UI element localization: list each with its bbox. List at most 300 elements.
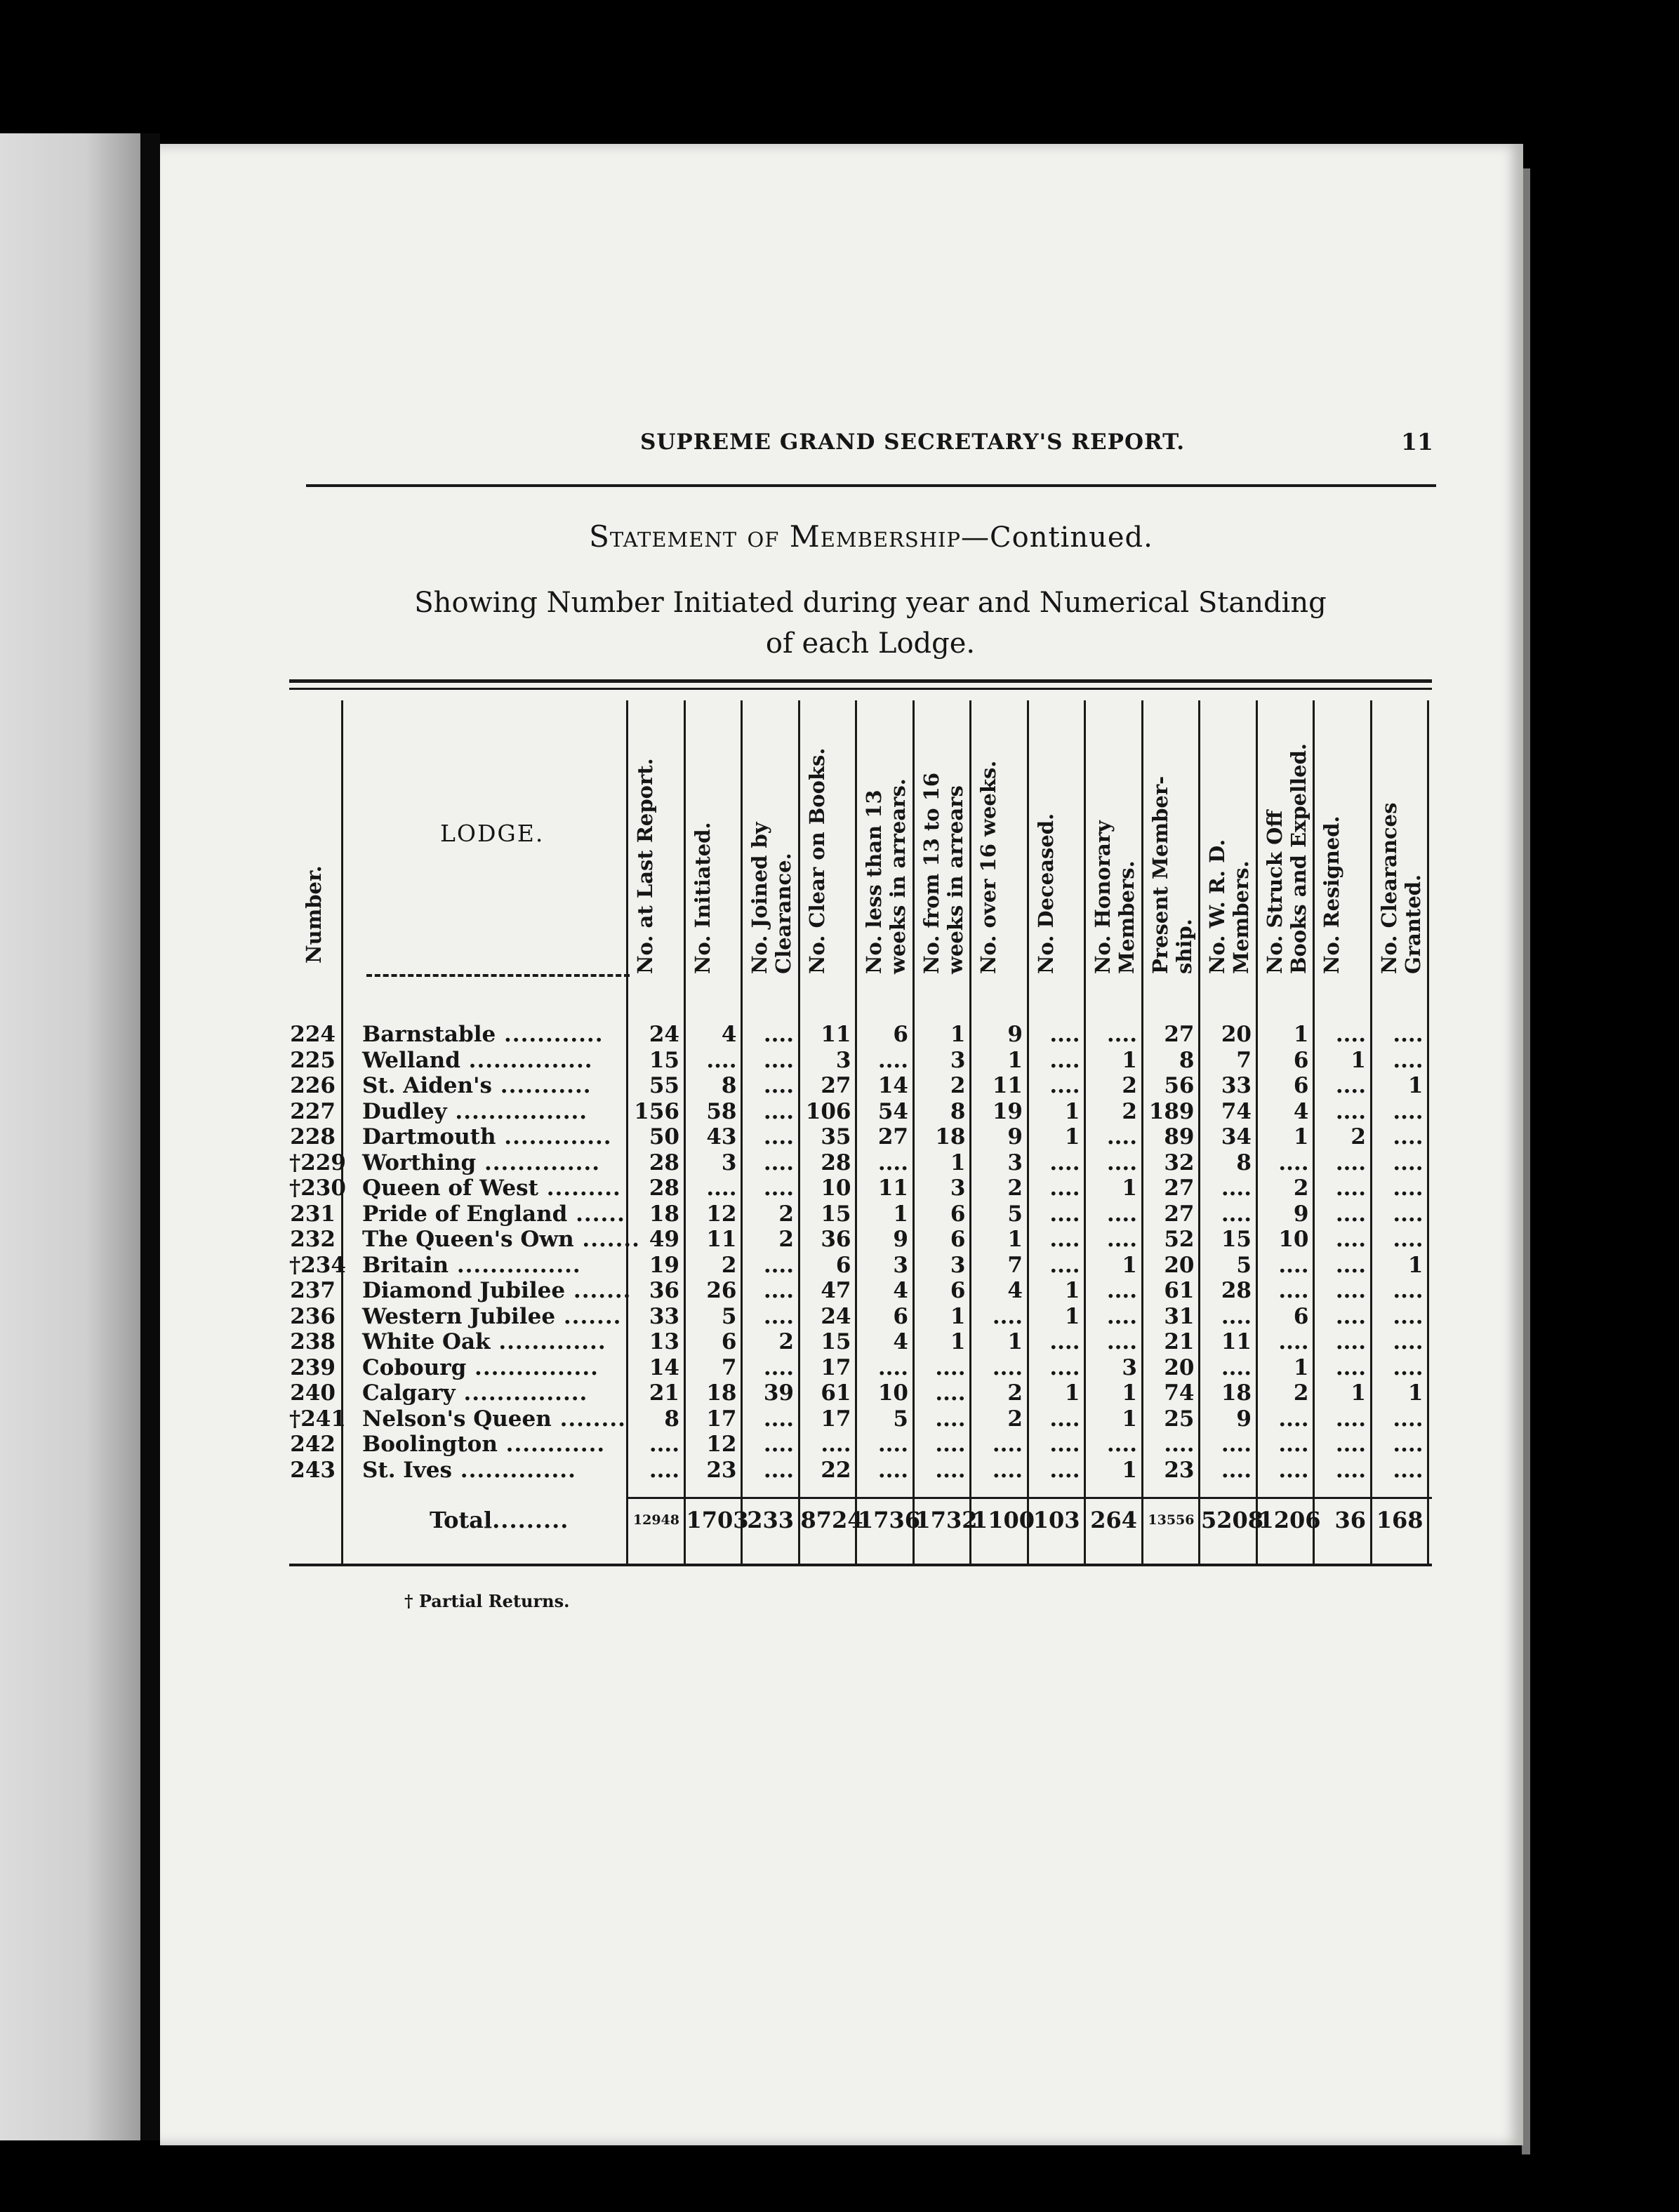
table-cell: 36 <box>649 1278 679 1303</box>
table-cell: .... <box>1221 1201 1252 1227</box>
table-cell: 9 <box>1007 1124 1023 1150</box>
table-cell: 4 <box>893 1278 908 1303</box>
table-cell: 1 <box>950 1022 966 1047</box>
table-cell: .... <box>1335 1201 1366 1227</box>
total-cell: 1206 <box>1258 1507 1321 1533</box>
table-bottom-rule <box>289 1564 1432 1566</box>
table-cell: 1 <box>1293 1124 1309 1150</box>
table-cell: 9 <box>893 1227 908 1252</box>
table-row <box>289 1458 1432 1483</box>
table-cell: .... <box>1393 1278 1424 1303</box>
table-cell: 8 <box>1236 1150 1252 1175</box>
table-cell: 15 <box>821 1329 851 1354</box>
table-cell: .... <box>1393 1150 1424 1175</box>
table-cell: .... <box>1393 1303 1424 1329</box>
lodge-number: 226 <box>290 1073 336 1098</box>
table-row <box>289 1201 1432 1227</box>
table-row <box>289 1355 1432 1380</box>
table-cell: .... <box>1335 1406 1366 1432</box>
table-cell: .... <box>763 1406 794 1432</box>
table-cell: 1 <box>1350 1380 1366 1406</box>
table-cell: 4 <box>721 1022 737 1047</box>
table-cell: 3 <box>950 1252 966 1278</box>
table-cell: .... <box>1278 1252 1309 1278</box>
table-cell: 1 <box>1064 1278 1080 1303</box>
table-cell: .... <box>1335 1227 1366 1252</box>
header-rule <box>306 484 1436 487</box>
table-cell: .... <box>1106 1150 1137 1175</box>
lodge-name: Worthing .............. <box>362 1150 601 1175</box>
subheading-line-2: of each Lodge. <box>765 627 976 660</box>
table-cell: .... <box>1393 1227 1424 1252</box>
table-cell: .... <box>763 1278 794 1303</box>
table-row <box>289 1329 1432 1354</box>
table-cell: 33 <box>1221 1073 1252 1098</box>
table-cell: .... <box>1106 1278 1137 1303</box>
table-cell: 55 <box>649 1073 679 1098</box>
lodge-number: †229 <box>289 1150 346 1175</box>
table-cell: 21 <box>1164 1329 1195 1354</box>
table-row <box>289 1175 1432 1201</box>
table-cell: 58 <box>706 1098 737 1124</box>
total-cell: 5208 <box>1201 1507 1264 1533</box>
table-cell: 11 <box>821 1022 851 1047</box>
total-cell: 233 <box>747 1507 794 1533</box>
table-cell: .... <box>1221 1354 1252 1380</box>
table-cell: 32 <box>1164 1150 1195 1175</box>
lodge-name: Dartmouth ............. <box>362 1124 612 1150</box>
lodge-number: 227 <box>290 1098 336 1124</box>
table-cell: 3 <box>950 1175 966 1201</box>
table-cell: 27 <box>1164 1022 1195 1047</box>
table-cell: 10 <box>1278 1227 1309 1252</box>
table-cell: 5 <box>1007 1201 1023 1227</box>
table-row <box>289 1304 1432 1329</box>
table-cell: .... <box>649 1432 679 1457</box>
column-header-lodge: LODGE. <box>440 820 545 847</box>
column-header: No. from 13 to 16 weeks in arrears <box>919 772 967 974</box>
total-cell: 36 <box>1334 1507 1366 1533</box>
table-cell: .... <box>1106 1227 1137 1252</box>
table-cell: 34 <box>1221 1124 1252 1150</box>
table-cell: 2 <box>1293 1380 1309 1406</box>
table-cell: .... <box>877 1354 908 1380</box>
table-cell: .... <box>1335 1354 1366 1380</box>
table-cell: .... <box>992 1432 1023 1457</box>
total-label: Total......... <box>430 1507 569 1533</box>
table-cell: 1 <box>950 1329 966 1354</box>
table-cell: 43 <box>706 1124 737 1150</box>
table-cell: .... <box>1393 1098 1424 1124</box>
table-cell: .... <box>935 1406 966 1432</box>
table-row <box>289 1099 1432 1124</box>
lodge-number: †241 <box>289 1406 346 1432</box>
table-cell: .... <box>1278 1329 1309 1354</box>
table-cell: .... <box>1393 1022 1424 1047</box>
table-cell: 27 <box>1164 1201 1195 1227</box>
table-cell: 1 <box>1122 1380 1137 1406</box>
lodge-number: 232 <box>290 1227 336 1252</box>
table-cell: 2 <box>778 1201 794 1227</box>
table-cell: 1 <box>1064 1303 1080 1329</box>
lodge-name: Cobourg ............... <box>362 1354 599 1380</box>
table-cell: 12 <box>706 1201 737 1227</box>
table-cell: .... <box>1393 1406 1424 1432</box>
total-cell: 13556 <box>1148 1512 1195 1528</box>
lodge-number: 225 <box>290 1047 336 1073</box>
table-cell: 18 <box>1221 1380 1252 1406</box>
table-cell: 1 <box>1407 1252 1424 1278</box>
page-number: 11 <box>1401 428 1433 455</box>
table-cell: 8 <box>1179 1047 1195 1073</box>
total-row <box>289 1507 1432 1533</box>
table-cell: 11 <box>1221 1329 1252 1354</box>
table-cell: 23 <box>1164 1457 1195 1483</box>
table-cell: .... <box>1221 1175 1252 1201</box>
table-cell: 74 <box>1164 1380 1195 1406</box>
table-cell: 2 <box>1122 1098 1137 1124</box>
table-cell: 5 <box>893 1406 908 1432</box>
table-cell: 11 <box>877 1175 908 1201</box>
table-cell: 4 <box>893 1329 908 1354</box>
table-cell: 31 <box>1164 1303 1195 1329</box>
table-row <box>289 1227 1432 1252</box>
table-cell: 1 <box>1064 1098 1080 1124</box>
running-header-title: SUPREME GRAND SECRETARY'S REPORT. <box>639 429 1186 455</box>
table-cell: 1 <box>1122 1047 1137 1073</box>
table-cell: .... <box>992 1457 1023 1483</box>
lodge-name: Queen of West ......... <box>362 1175 621 1201</box>
table-cell: 14 <box>649 1354 679 1380</box>
table-cell: 27 <box>877 1124 908 1150</box>
table-cell: .... <box>1393 1329 1424 1354</box>
table-cell: .... <box>1106 1432 1137 1457</box>
total-cell: 1732 <box>915 1507 978 1533</box>
table-cell: 15 <box>649 1047 679 1073</box>
table-cell: 1 <box>1407 1380 1424 1406</box>
table-cell: 3 <box>721 1150 737 1175</box>
table-cell: 24 <box>821 1303 851 1329</box>
lodge-name: St. Ives .............. <box>362 1457 576 1483</box>
table-cell: .... <box>1278 1406 1309 1432</box>
table-row <box>289 1048 1432 1073</box>
table-cell: 28 <box>1221 1278 1252 1303</box>
table-cell: 156 <box>634 1098 679 1124</box>
total-cell: 264 <box>1090 1507 1137 1533</box>
table-row <box>289 1073 1432 1098</box>
table-cell: 7 <box>721 1354 737 1380</box>
total-cell: 1736 <box>858 1507 921 1533</box>
table-cell: 8 <box>664 1406 679 1432</box>
lodge-number: 231 <box>290 1201 336 1227</box>
total-cell: 168 <box>1376 1507 1424 1533</box>
table-cell: 18 <box>649 1201 679 1227</box>
table-cell: .... <box>1049 1329 1080 1354</box>
table-cell: .... <box>763 1047 794 1073</box>
table-cell: 8 <box>950 1098 966 1124</box>
table-cell: .... <box>935 1432 966 1457</box>
total-cell: 1703 <box>686 1507 749 1533</box>
table-cell: 1 <box>1122 1175 1137 1201</box>
table-cell: 28 <box>649 1175 679 1201</box>
table-cell: 17 <box>706 1406 737 1432</box>
table-cell: 106 <box>805 1098 851 1124</box>
footnote-partial-returns: † Partial Returns. <box>404 1591 570 1611</box>
table-cell: .... <box>1335 1252 1366 1278</box>
table-cell: 20 <box>1164 1252 1195 1278</box>
table-cell: .... <box>1393 1175 1424 1201</box>
column-header: No. over 16 weeks. <box>976 760 1000 974</box>
table-row <box>289 1253 1432 1278</box>
table-cell: .... <box>1221 1457 1252 1483</box>
table-cell: .... <box>1049 1457 1080 1483</box>
table-cell: 2 <box>1293 1175 1309 1201</box>
table-cell: 6 <box>893 1022 908 1047</box>
table-cell: 13 <box>649 1329 679 1354</box>
table-row <box>289 1150 1432 1175</box>
table-cell: .... <box>935 1354 966 1380</box>
subheading-line-1: Showing Number Initiated during year and Numerical Standing <box>414 587 1327 619</box>
lodge-number: 236 <box>290 1303 336 1329</box>
table-cell: .... <box>1106 1329 1137 1354</box>
table-row <box>289 1124 1432 1150</box>
lodge-name: Barnstable ............ <box>362 1022 604 1047</box>
table-cell: 2 <box>1350 1124 1366 1150</box>
lodge-number: 240 <box>290 1380 336 1406</box>
table-cell: 15 <box>1221 1227 1252 1252</box>
lodge-name: Welland ............... <box>362 1047 593 1073</box>
table-cell: 4 <box>1293 1098 1309 1124</box>
table-cell: .... <box>1049 1406 1080 1432</box>
table-cell: 36 <box>821 1227 851 1252</box>
table-cell: .... <box>1049 1022 1080 1047</box>
table-cell: .... <box>763 1022 794 1047</box>
lodge-number: 224 <box>290 1022 336 1047</box>
table-cell: 89 <box>1164 1124 1195 1150</box>
table-cell: 2 <box>1007 1380 1023 1406</box>
table-cell: 18 <box>706 1380 737 1406</box>
table-cell: .... <box>1393 1354 1424 1380</box>
table-cell: 8 <box>721 1073 737 1098</box>
table-cell: 20 <box>1164 1354 1195 1380</box>
table-cell: 7 <box>1236 1047 1252 1073</box>
table-cell: .... <box>706 1175 737 1201</box>
table-cell: 10 <box>877 1380 908 1406</box>
table-cell: 3 <box>835 1047 851 1073</box>
table-cell: 1 <box>1293 1022 1309 1047</box>
table-cell: 189 <box>1148 1098 1195 1124</box>
table-cell: .... <box>1393 1047 1424 1073</box>
table-cell: .... <box>1049 1252 1080 1278</box>
table-cell: 47 <box>821 1278 851 1303</box>
table-cell: 6 <box>1293 1073 1309 1098</box>
table-top-rule <box>289 679 1432 683</box>
lodge-number: †230 <box>289 1175 346 1201</box>
table-cell: 6 <box>950 1227 966 1252</box>
table-cell: .... <box>1335 1278 1366 1303</box>
table-cell: .... <box>1335 1303 1366 1329</box>
total-cell: 103 <box>1033 1507 1080 1533</box>
table-cell: .... <box>877 1457 908 1483</box>
table-cell: 18 <box>935 1124 966 1150</box>
lodge-name: Dudley ................ <box>362 1098 588 1124</box>
table-cell: 2 <box>1007 1175 1023 1201</box>
table-cell: 52 <box>1164 1227 1195 1252</box>
column-header: No. at Last Report. <box>633 758 657 974</box>
table-cell: .... <box>763 1150 794 1175</box>
table-cell: 21 <box>649 1380 679 1406</box>
table-cell: .... <box>1335 1022 1366 1047</box>
table-cell: .... <box>1106 1303 1137 1329</box>
table-cell: 1 <box>1122 1406 1137 1432</box>
table-cell: 6 <box>950 1278 966 1303</box>
lodge-name: Pride of England ...... <box>362 1201 625 1227</box>
table-cell: 1 <box>1407 1073 1424 1098</box>
table-cell: .... <box>1049 1150 1080 1175</box>
table-cell: 17 <box>821 1406 851 1432</box>
column-header: No. W. R. D. Members. <box>1205 839 1253 974</box>
table-row <box>289 1406 1432 1432</box>
table-cell: 1 <box>950 1303 966 1329</box>
table-cell: 28 <box>649 1150 679 1175</box>
table-cell: .... <box>763 1252 794 1278</box>
lodge-number: 238 <box>290 1329 336 1354</box>
table-cell: .... <box>1049 1432 1080 1457</box>
table-cell: 33 <box>649 1303 679 1329</box>
table-cell: 2 <box>1007 1406 1023 1432</box>
table-cell: .... <box>1278 1150 1309 1175</box>
table-cell: 1 <box>1007 1329 1023 1354</box>
table-cell: 61 <box>821 1380 851 1406</box>
table-cell: 1 <box>1007 1047 1023 1073</box>
table-cell: .... <box>992 1354 1023 1380</box>
column-header: No. Clear on Books. <box>804 747 829 974</box>
table-cell: 25 <box>1164 1406 1195 1432</box>
table-cell: .... <box>1335 1150 1366 1175</box>
book-gutter <box>140 133 160 2140</box>
table-subheading <box>393 582 1348 664</box>
lodge-name: Calgary ............... <box>362 1380 588 1406</box>
heading-statement: Statement of Membership <box>589 519 962 554</box>
table-cell: 9 <box>1293 1201 1309 1227</box>
column-header: No. Deceased. <box>1033 813 1058 974</box>
table-cell: 1 <box>1122 1457 1137 1483</box>
table-cell: .... <box>763 1354 794 1380</box>
table-cell: 54 <box>877 1098 908 1124</box>
lodge-number: 242 <box>290 1432 336 1457</box>
table-cell: .... <box>1164 1432 1195 1457</box>
table-cell: .... <box>763 1303 794 1329</box>
table-cell: 20 <box>1221 1022 1252 1047</box>
lodge-number: 243 <box>290 1457 336 1483</box>
table-cell: .... <box>649 1457 679 1483</box>
column-header-number: Number. <box>302 865 326 964</box>
table-cell: 12 <box>706 1432 737 1457</box>
column-header: No. Resigned. <box>1320 815 1343 974</box>
table-cell: 1 <box>1293 1354 1309 1380</box>
total-cell: 8724 <box>800 1507 863 1533</box>
heading-continued: —Continued. <box>961 521 1153 554</box>
table-cell: .... <box>935 1380 966 1406</box>
table-cell: 27 <box>1164 1175 1195 1201</box>
table-cell: .... <box>763 1098 794 1124</box>
table-cell: 49 <box>649 1227 679 1252</box>
table-cell: 10 <box>821 1175 851 1201</box>
table-cell: .... <box>1335 1432 1366 1457</box>
table-cell: .... <box>1049 1354 1080 1380</box>
table-cell: 15 <box>821 1201 851 1227</box>
total-cell: 12948 <box>632 1512 679 1528</box>
table-cell: .... <box>763 1432 794 1457</box>
column-header: No. Initiated. <box>690 822 715 974</box>
table-cell: .... <box>1393 1432 1424 1457</box>
table-cell: 2 <box>1122 1073 1137 1098</box>
table-cell: .... <box>1335 1329 1366 1354</box>
table-cell: 1 <box>1064 1124 1080 1150</box>
table-row <box>289 1022 1432 1047</box>
table-cell: 3 <box>950 1047 966 1073</box>
table-cell: .... <box>1278 1278 1309 1303</box>
lodge-name: Boolington ............ <box>362 1432 606 1457</box>
table-cell: .... <box>1335 1175 1366 1201</box>
table-cell: .... <box>877 1150 908 1175</box>
table-cell: 4 <box>1007 1278 1023 1303</box>
column-header: Present Member- ship. <box>1148 775 1196 974</box>
table-cell: 50 <box>649 1124 679 1150</box>
table-cell: 39 <box>763 1380 794 1406</box>
table-cell: .... <box>1335 1098 1366 1124</box>
column-header: No. Clearances Granted. <box>1376 802 1425 974</box>
lodge-name: The Queen's Own ....... <box>362 1227 640 1252</box>
column-header: No. Struck Off Books and Expelled. <box>1262 743 1310 974</box>
table-cell: .... <box>763 1073 794 1098</box>
table-cell: 28 <box>821 1150 851 1175</box>
table-cell: 9 <box>1236 1406 1252 1432</box>
table-cell: 19 <box>649 1252 679 1278</box>
table-cell: .... <box>1278 1432 1309 1457</box>
table-cell: 2 <box>778 1227 794 1252</box>
table-cell: 56 <box>1164 1073 1195 1098</box>
lodge-name: St. Aiden's ........... <box>362 1073 592 1098</box>
table-cell: 3 <box>1007 1150 1023 1175</box>
table-row <box>289 1432 1432 1457</box>
lodge-name: Diamond Jubilee ....... <box>362 1278 632 1303</box>
table-cell: 22 <box>821 1457 851 1483</box>
lodge-number: 228 <box>290 1124 336 1150</box>
table-cell: .... <box>1393 1457 1424 1483</box>
table-cell: 1 <box>1350 1047 1366 1073</box>
column-header: No. Honorary Members. <box>1091 820 1139 974</box>
table-row <box>289 1278 1432 1303</box>
table-cell: 5 <box>721 1303 737 1329</box>
table-cell: 7 <box>1007 1252 1023 1278</box>
table-cell: 19 <box>992 1098 1023 1124</box>
running-header <box>428 429 1397 455</box>
table-cell: .... <box>1049 1175 1080 1201</box>
membership-table <box>289 679 1432 1592</box>
table-cell: .... <box>992 1303 1023 1329</box>
total-cell: 1100 <box>972 1507 1035 1533</box>
table-cell: 1 <box>893 1201 908 1227</box>
table-cell: .... <box>1393 1124 1424 1150</box>
lodge-number: 239 <box>290 1354 336 1380</box>
table-cell: .... <box>763 1124 794 1150</box>
table-cell: 1 <box>1064 1380 1080 1406</box>
lodge-name: Western Jubilee ....... <box>362 1303 622 1329</box>
table-cell: .... <box>1106 1124 1137 1150</box>
table-cell: 2 <box>721 1252 737 1278</box>
table-cell: .... <box>1335 1457 1366 1483</box>
